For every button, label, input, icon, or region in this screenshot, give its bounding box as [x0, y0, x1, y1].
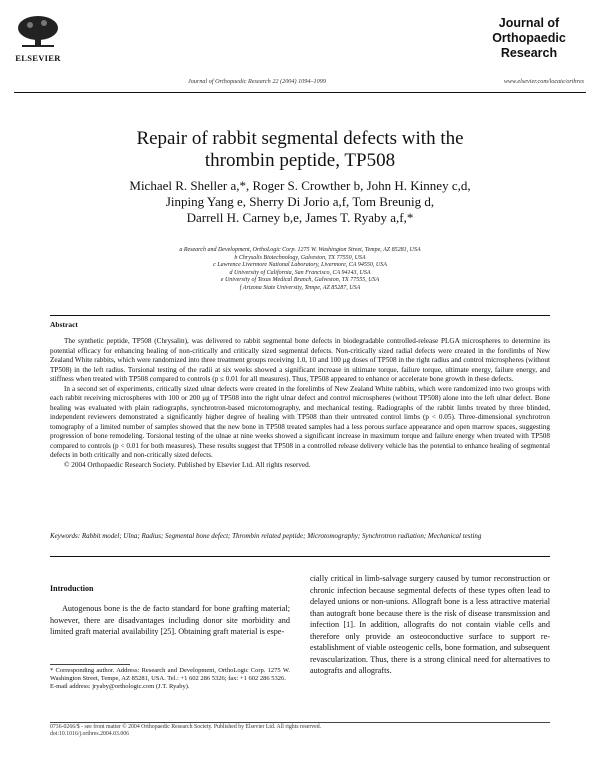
- corresponding-author-note: * Corresponding author. Address: Research and Development, OrthoLogic Corp. 1275 W. Washington Street, Tempe, AZ 85281, USA. Tel.: +1 602 286 5326; fax: +1 602 286 5326.: [50, 667, 290, 683]
- journal-name-line: Research: [500, 46, 558, 60]
- abstract-paragraph: The synthetic peptide, TP508 (Chrysalin), was delivered to rabbit segmental bone defects in biodegradable controlled-release PLGA microspheres to determine its potential efficacy for enhancing healing of non-critically and critically sized segmental defects. Non-critically sized radial defects were created in the forelimbs of New Zealand White rabbits, which were randomized into three treatment groups receiving 1.0, 10 and 100 μg doses of TP508 in the right radius and control microspheres (without TP508) in the left radius. Torsional testing of the radii at six weeks showed a significant increase in ultimate torque, failure torque, ultimate energy, failure energy, and stiffness when treated with TP508 compared to controls (p ≤ 0.01 for all measures). Thus, TP508 appeared to enhance or accelerate bone growth in these defects.: [50, 337, 550, 383]
- affiliation: c Lawrence Livermore National Laboratory, Livermore, CA 94550, USA: [213, 262, 387, 269]
- affiliation: d University of California, San Francisco, CA 94143, USA: [229, 269, 371, 276]
- affiliation: b Chrysalis Biotechnology, Galveston, TX 77550, USA: [234, 254, 366, 261]
- affiliations: [40, 247, 560, 293]
- abstract-paragraph: In a second set of experiments, critically sized ulnar defects were created in the forelimbs of New Zealand White rabbits, which were randomized into two groups with each rabbit receiving microspheres with 100 or 200 μg of TP508 into the right ulnar defect and control microspheres (without TP508) alone into the left ulnar defect. Bone healing was evaluated with plain radiographs, synchrotron-based microtomography, and mechanical testing. Radiographs of the rabbit limbs treated by three blinded, independent reviewers demonstrated a significantly higher degree of healing with TP508 than their untreated control limbs (p < 0.05). Three-dimensional synchrotron tomography of a limited number of samples showed that the new bone in TP508 treated samples had a less porous surface appearance and open marrow spaces, suggesting progression of bone remodeling. Torsional testing of the ulnae at nine weeks showed a significant increase in maximum torque and failure energy when treated with TP508 compared to controls (p < 0.01 for both measures). These results suggest that TP508 in a controlled release delivery vehicle has the potential to enhance healing of segmental defects in both critically and non-critically sized defects.: [50, 384, 550, 459]
- publisher-logo: [14, 14, 62, 63]
- introduction-heading: Introduction: [50, 584, 94, 593]
- title-line: thrombin peptide, TP508: [204, 150, 396, 171]
- publisher-name: ELSEVIER: [15, 53, 61, 63]
- article-title: [40, 128, 560, 172]
- journal-name: [474, 16, 584, 61]
- footnote-divider: [50, 664, 130, 665]
- body-column-right: cially critical in limb-salvage surgery caused by tumor reconstruction or chronic infection because segmental defects of these types often lead to delayed unions or non-unions. Allograft bone is a less attractive material than autograft bone because there is the risk of disease transmission and infection [1]. In addition, allografts do not contain viable cells and therefore only provide an osteoconductive surface to support re-establishment of viable osteogenic cells, bone formation, and subsequent revascularization. Thus, there is a strong clinical need for alternatives to autografts and allografts.: [310, 574, 550, 675]
- author-line: Michael R. Sheller a,*, Roger S. Crowther b, John H. Kinney c,d,: [129, 178, 471, 193]
- journal-url[interactable]: www.elsevier.com/locate/orthres: [503, 78, 584, 85]
- header-divider: [14, 92, 586, 93]
- journal-name-line: Journal of: [498, 16, 560, 30]
- author-line: Jinping Yang e, Sherry Di Jorio a,f, Tom Breunig d,: [165, 194, 435, 209]
- author-list: [40, 178, 560, 226]
- affiliation: e University of Texas Medical Branch, Galveston, TX 77555, USA: [220, 277, 380, 284]
- issn-line: 0736-0266/$ - see front matter © 2004 Orthopaedic Research Society. Published by Elsevier Ltd. All rights reserved.: [50, 724, 322, 730]
- author-email[interactable]: E-mail address: jryaby@orthologic.com (J.T. Ryaby).: [50, 683, 190, 691]
- affiliation: f Arizona State University, Tempe, AZ 85287, USA: [239, 284, 361, 291]
- elsevier-tree-icon: [14, 14, 62, 48]
- copyright-notice: © 2004 Orthopaedic Research Society. Published by Elsevier Ltd. All rights reserved.: [64, 460, 311, 469]
- abstract-top-rule: [50, 315, 550, 316]
- footer-info: [50, 724, 321, 738]
- abstract-heading: Abstract: [50, 320, 78, 329]
- doi-link[interactable]: doi:10.1016/j.orthres.2004.03.006: [50, 731, 130, 737]
- keywords: Keywords: Rabbit model; Ulna; Radius; Segmental bone defect; Thrombin related peptide; Microtomography; Synchrotron radiation; Mechanical testing: [50, 532, 482, 540]
- footnote: [50, 667, 290, 692]
- author-line: Darrell H. Carney b,e, James T. Ryaby a,f,*: [186, 210, 414, 225]
- body-column-left: Autogenous bone is the de facto standard for bone grafting material; however, there are disadvantages including donor site morbidity and limited graft material availability [25]. Obtaining graft material is espe-: [50, 604, 290, 636]
- affiliation: a Research and Development, OrthoLogic Corp. 1275 W. Washington Street, Tempe, AZ 85281, USA: [179, 247, 421, 253]
- abstract-bottom-rule: [50, 556, 550, 557]
- abstract-body: [50, 337, 550, 470]
- footer-divider: [50, 722, 550, 723]
- title-line: Repair of rabbit segmental defects with the: [136, 128, 464, 149]
- journal-name-line: Orthopaedic: [492, 31, 566, 45]
- journal-citation: Journal of Orthopaedic Research 22 (2004) 1094–1099: [188, 78, 326, 85]
